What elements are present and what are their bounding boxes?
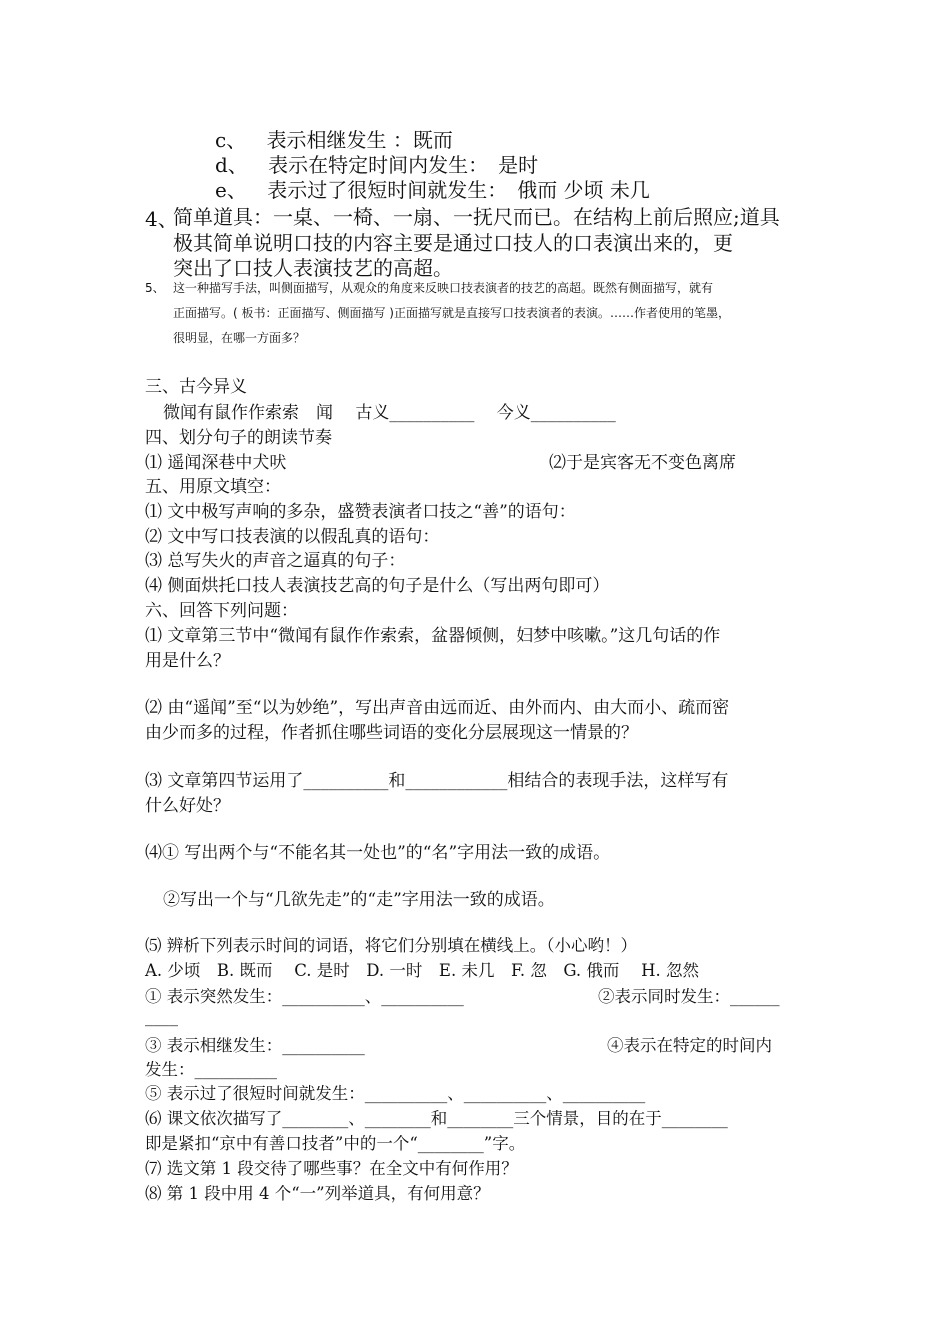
item-c-text: 表示相继发生 ：既而 bbox=[266, 128, 453, 152]
question-2-line-2: 由少而多的过程，作者抓住哪些词语的变化分层展现这一情景的？ bbox=[145, 723, 638, 743]
section-5-item-1: ⑴ 文中极写声响的多杂，盛赞表演者口技之“善”的语句： bbox=[145, 502, 576, 522]
item-d-text: 表示在特定时间内发生： 是时 bbox=[268, 153, 539, 177]
item4-number: 4、 bbox=[145, 207, 178, 231]
question-5-options: A. 少顷 B. 既而 C. 是时 D. 一时 E. 未几 F. 忽 G. 俄而 H. 忽然 bbox=[145, 961, 700, 980]
question-1-line-2: 用是什么？ bbox=[145, 651, 230, 671]
section-3-line: 微闻有鼠作作索索 闻 古义__________ 今义__________ bbox=[163, 403, 616, 423]
section-5-item-3: ⑶ 总写失火的声音之逼真的句子： bbox=[145, 551, 406, 571]
section-4-q1: ⑴ 遥闻深巷中犬吠 bbox=[145, 453, 287, 473]
item-e bbox=[215, 174, 650, 203]
fill-1: ① 表示突然发生：__________、__________ bbox=[145, 987, 464, 1006]
item4-line-1: 简单道具：一桌、一椅、一扇、一抚尺而已。在结构上前后照应;道具 bbox=[173, 205, 780, 229]
item-e-text: 表示过了很短时间就发生： 俄而 少顷 未几 bbox=[267, 178, 650, 202]
section-6-heading: 六、回答下列问题： bbox=[145, 601, 298, 621]
fill-2-continued: ____ bbox=[145, 1007, 178, 1026]
question-1-line-1: ⑴ 文章第三节中“微闻有鼠作作索索，盆器倾侧，妇梦中咳嗽。”这几句话的作 bbox=[145, 626, 721, 646]
item4-line-3: 突出了口技人表演技艺的高超。 bbox=[173, 256, 453, 280]
section-4-heading: 四、划分句子的朗读节奏 bbox=[145, 428, 332, 448]
item5-line-3: 很明显，在哪一方面多？ bbox=[173, 331, 306, 345]
fill-4: ④表示在特定的时间内 bbox=[607, 1036, 772, 1055]
item-d-label: d、 bbox=[215, 153, 248, 177]
section-3-heading: 三、古今异义 bbox=[145, 377, 247, 397]
question-4a: ⑷① 写出两个与“不能名其一处也”的“名”字用法一致的成语。 bbox=[145, 843, 611, 863]
question-3-line-1: ⑶ 文章第四节运用了__________和____________相结合的表现手法，这样写有 bbox=[145, 771, 729, 791]
fill-2: ②表示同时发生：______ bbox=[598, 987, 780, 1006]
fill-4-continued: 发生：__________ bbox=[145, 1060, 277, 1079]
question-7: ⑺ 选文第 1 段交待了哪些事？在全文中有何作用？ bbox=[145, 1159, 518, 1178]
section-5-item-2: ⑵ 文中写口技表演的以假乱真的语句： bbox=[145, 527, 440, 547]
fill-3: ③ 表示相继发生：__________ bbox=[145, 1036, 365, 1055]
fill-5: ⑤ 表示过了很短时间就发生：__________、__________、__________ bbox=[145, 1084, 646, 1103]
question-6-line-2: 即是紧扣“京中有善口技者”中的一个“________”字。 bbox=[145, 1134, 526, 1153]
question-5: ⑸ 辨析下列表示时间的词语，将它们分别填在横线上。（小心哟！） bbox=[145, 936, 637, 955]
item5-line-2: 正面描写。( 板书：正面描写、侧面描写 )正面描写就是直接写口技表演者的表演。……作者使用的笔墨， bbox=[173, 306, 730, 320]
item-e-label: e、 bbox=[215, 178, 247, 202]
section-5-item-4: ⑷ 侧面烘托口技人表演技艺高的句子是什么（写出两句即可） bbox=[145, 576, 610, 596]
question-8: ⑻ 第 1 段中用 4 个“一”列举道具，有何用意？ bbox=[145, 1184, 490, 1203]
question-2-line-1: ⑵ 由“遥闻”至“以为妙绝”，写出声音由远而近、由外而内、由大而小、疏而密 bbox=[145, 698, 730, 718]
question-6-line-1: ⑹ 课文依次描写了________、________和________三个情景，目的在于________ bbox=[145, 1109, 728, 1128]
question-4b: ②写出一个与“几欲先走”的“走”字用法一致的成语。 bbox=[163, 890, 555, 910]
question-3-line-2: 什么好处？ bbox=[145, 796, 230, 816]
section-5-heading: 五、用原文填空： bbox=[145, 477, 281, 497]
item5-number: 5、 bbox=[145, 281, 165, 295]
item-c-label: c、 bbox=[215, 128, 247, 152]
item4-line-2: 极其简单说明口技的内容主要是通过口技人的口表演出来的，更 bbox=[173, 231, 733, 255]
section-4-q2: ⑵于是宾客无不变色离席 bbox=[549, 453, 736, 473]
item5-line-1: 这一种描写手法，叫侧面描写，从观众的角度来反映口技表演者的技艺的高超。既然有侧面描写，就有 bbox=[173, 281, 714, 295]
